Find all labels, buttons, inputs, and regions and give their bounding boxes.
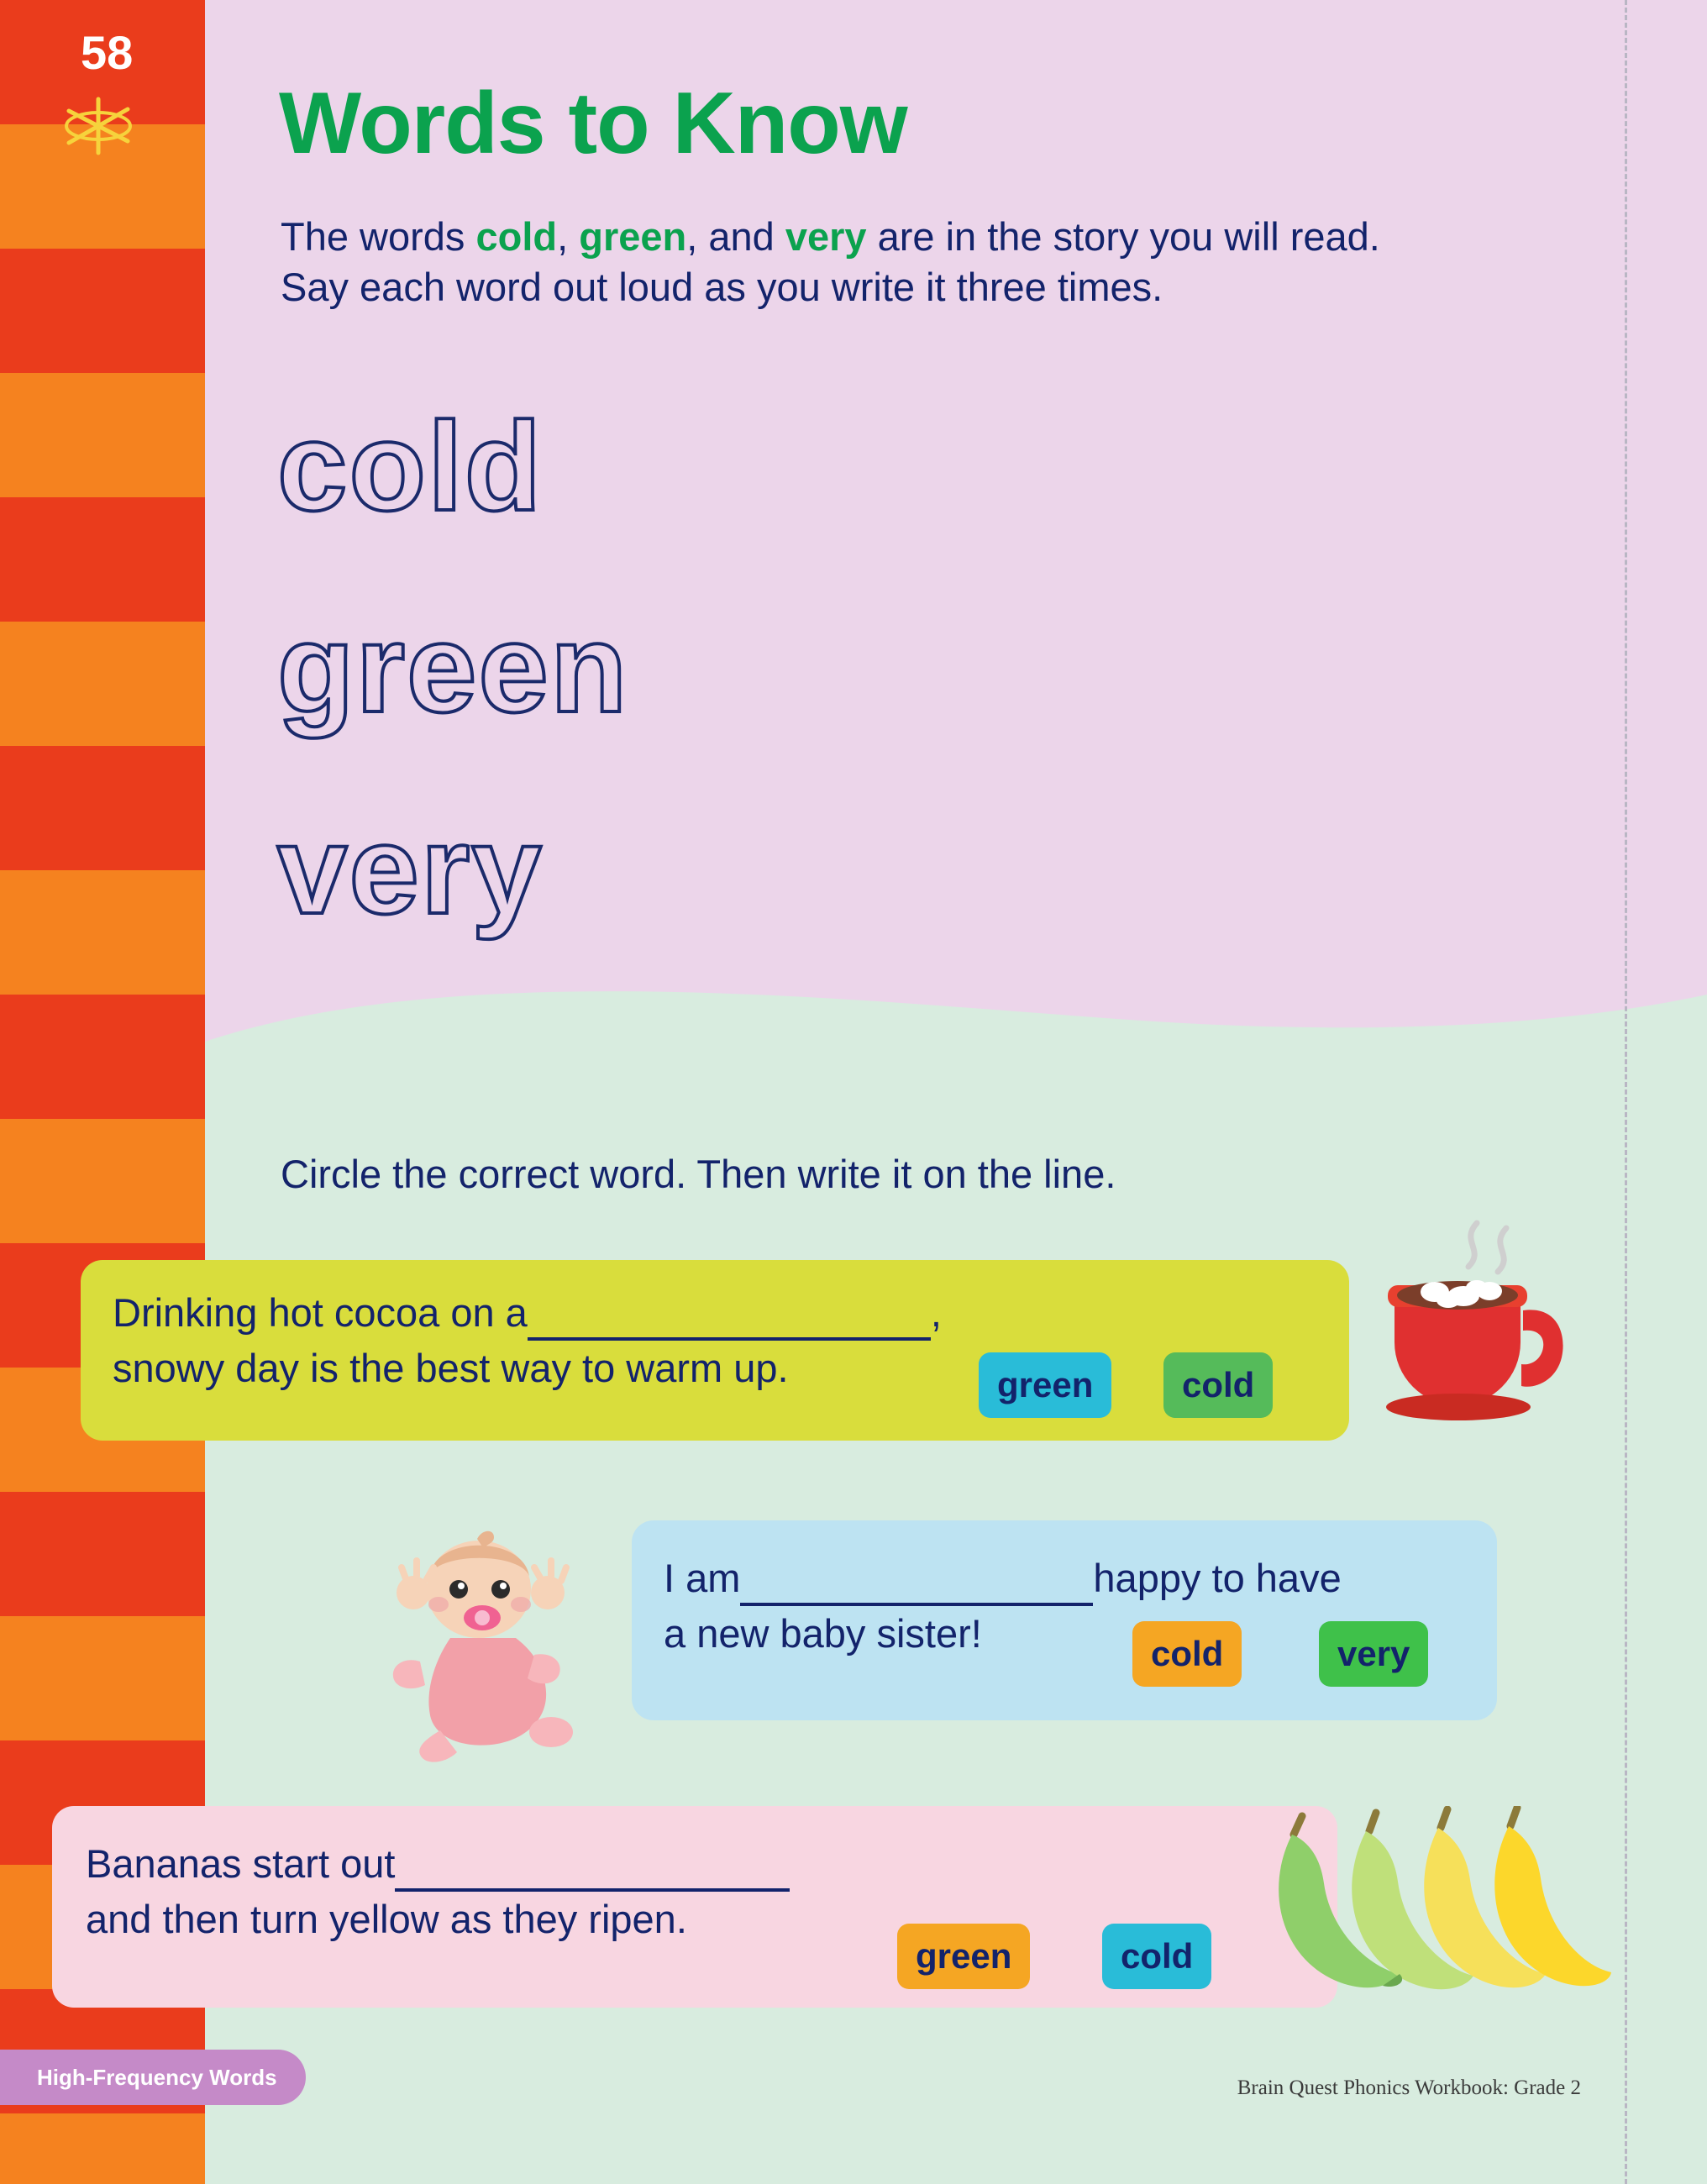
sentence-card-baby	[632, 1520, 1497, 1720]
sentence-card-cocoa	[81, 1260, 1349, 1441]
intro-part-1: The words	[281, 214, 476, 259]
circle-instruction: Circle the correct word. Then write it on the line.	[281, 1152, 1116, 1196]
trim-dashed-line	[1625, 0, 1627, 2184]
cocoa-answer-blank[interactable]	[528, 1302, 931, 1341]
intro-instructions	[281, 212, 1566, 312]
baby-text-before: I am	[664, 1556, 741, 1600]
footer-category-label: High-Frequency Words	[37, 2064, 277, 2090]
trace-word-green: green	[277, 597, 629, 738]
bananas-icon	[1243, 1806, 1613, 2050]
choice-cocoa-green[interactable]: green	[979, 1352, 1111, 1418]
baby-answer-blank[interactable]	[740, 1567, 1093, 1606]
bananas-answer-blank[interactable]	[395, 1853, 790, 1892]
choice-baby-cold[interactable]: cold	[1132, 1621, 1242, 1687]
intro-sep-2: , and	[686, 214, 785, 259]
bananas-text-before: Bananas start out	[86, 1841, 396, 1886]
intro-sep-1: ,	[557, 214, 580, 259]
star-icon	[60, 92, 136, 160]
intro-line-2: Say each word out loud as you write it three times.	[281, 265, 1163, 310]
trace-row-green	[277, 597, 629, 738]
choice-bananas-cold[interactable]: cold	[1102, 1924, 1211, 1989]
intro-word-cold: cold	[475, 214, 558, 259]
page-number: 58	[81, 26, 134, 79]
trace-word-cold: cold	[277, 396, 544, 537]
baby-text-after: happy to have	[1093, 1556, 1342, 1600]
intro-part-2: are in the story you will read.	[866, 214, 1380, 259]
intro-word-green: green	[579, 214, 687, 259]
footer-credit: Brain Quest Phonics Workbook: Grade 2	[1237, 2076, 1581, 2099]
trace-row-very	[277, 799, 544, 940]
intro-word-very: very	[785, 214, 867, 259]
cocoa-mug-icon	[1351, 1201, 1603, 1453]
baby-line-2: a new baby sister!	[664, 1610, 982, 1656]
bananas-line-2: and then turn yellow as they ripen.	[86, 1896, 687, 1941]
trace-row-cold	[277, 396, 544, 537]
cocoa-text-before: Drinking hot cocoa on a	[113, 1290, 528, 1335]
trace-word-very: very	[277, 799, 544, 940]
choice-baby-very[interactable]: very	[1319, 1621, 1428, 1687]
baby-icon	[370, 1512, 605, 1764]
choice-cocoa-cold[interactable]: cold	[1163, 1352, 1273, 1418]
page-title: Words to Know	[279, 75, 907, 172]
cocoa-line-2: snowy day is the best way to warm up.	[113, 1345, 789, 1390]
choice-bananas-green[interactable]: green	[897, 1924, 1030, 1989]
cocoa-text-after: ,	[930, 1290, 942, 1335]
footer-category-tag	[0, 2050, 306, 2105]
